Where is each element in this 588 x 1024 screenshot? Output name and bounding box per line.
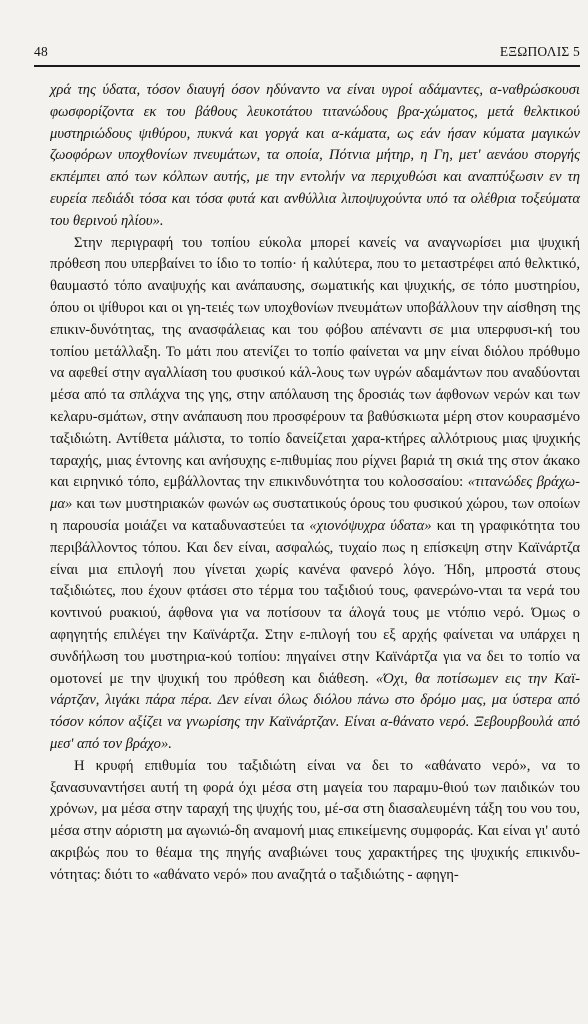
text-segment: «χιονόψυχρα ύδατα» <box>309 517 432 534</box>
paragraph-quote-continuation <box>50 80 580 233</box>
running-title: ΕΞΩΠΟΛΙΣ 5 <box>499 44 580 59</box>
running-header <box>34 38 580 60</box>
page <box>34 38 581 883</box>
text-segment: «τιτανώδες βράχω-μα» <box>50 474 580 513</box>
text-segment: χρά της ύδατα, τόσον διαυγή όσον ηδύναντο να είναι υγροί αδάμαντες, α-ναθρώσκουσι φωσφορίζοντα εκ του βάθους λευκοτάτου τιτανώδους βρα-χώματος, μετά θελκτικού μυστηριώδους ψιθύρου, πυκνά και γοργά και α-κάματα, ως εάν ήσαν κύματα μαγικών ζωοφόρων υποχθονίων πνευμάτων, τα οποία, Πότνια μήτηρ, η Γη, μετ' αενάου στοργής εκπέμπει από των κόλπων αυτής, με την εντολήν να περιχυθώσι και αναπτύξωσιν εν τη ευρεία πεδιάδι τόσα και τόσα φυτά και ανθύλλια λιποψυχούντα υπό τα ολέθρια τοξεύματα του θερινού ηλίου». <box>50 82 580 229</box>
text-segment: «Όχι, θα ποτίσωμεν εις την Καϊ-νάρτζαν, λιγάκι πάρα πέρα. Δεν είναι όλως διόλου πάνω στο δρόμο μας, μα ύστερα από τόσον κόπον αξίζει να γνωρίσης την Καϊνάρτζαν. Είναι α-θάνατο νερό. Ξεβουρβουλά από μεσ' από τον βράχο». <box>50 670 580 752</box>
text-segment: Στην περιγραφή του τοπίου εύκολα μπορεί κανείς να αναγνωρίσει μια ψυχική πρόθεση που υπερβαίνει το ίδιο το τοπίο· ή καλύτερα, που το μεταστρέφει από θελκτικό, θαυμαστό τόπο αναψυχής και ανάπαυσης, σωματικής και ψυχικής, σε τόπο μυστηρίου, όπου οι ψίθυροι και οι γη-τειές των υποχθονίων πνευμάτων υποβάλλουν την αίσθηση της επικιν-δυνότητας, της ανασφάλειας και του φόβου απέναντι σε μια υπερφυσι-κή του τοπίου μετάλλαξη. Το μάτι που ατενίζει το τοπίο φαίνεται να μην είναι διόλου πρόθυμο να αφεθεί στην αγαλλίαση του φυσικού κάλ-λους των υγρών αδαμάντων που αναδύονται μέσα από τα σπλάχνα της γης, στην απόλαυση της δροσιάς των άφθονων νερών και των κελαρυ-σμάτων, στην ανάπαυση που προσφέρουν τα βαθύσκιωτα μέρη στον κουρασμένο ταξιδιώτη. Αντίθετα μάλιστα, το τοπίο δανείζεται χαρα-κτήρες αλλότριους μιας ψυχικής ταραχής, μιας έντονης και ανήσυχης ε-πιθυμίας που ρίχνει βαριά τη σκιά της στον άκακο και ειρηνικό τόπο, εμβάλλοντας την επικινδυνότητα του κολοσσαίου: <box>50 234 580 491</box>
paragraph-landscape-analysis <box>50 233 580 756</box>
page-number: 48 <box>34 44 48 59</box>
text-segment: και των μυστηριακών φωνών ως συστατικούς όρους του φυσικού χώρου, των οποίων η παρουσία μοιάζει να καταδυναστεύει τα <box>50 496 580 534</box>
header-rule <box>34 65 580 67</box>
text-segment: και τη γραφικότητα του περιβάλλοντος τόπου. Και δεν είναι, ασφαλώς, τυχαίο πως η επίσκεψη στην Καϊνάρτζα είναι μια επιλογή που γίνεται χωρίς κανένα φανερό λόγο. Ήδη, μπροστά στους ταξιδιώτες, που έχουν φτάσει στο τέρμα του ταξιδιού τους, φανερώνο-νται τα νερά του κοντινού ρυακιού, άφθονα για να ποτίσουν τα άλογά τους με ντόπιο νερό. Όμως ο αφηγητής επιλέγει την Καϊνάρτζα. Στην ε-πιλογή του εξ αρχής φαίνεται να υπάρχει η συνδήλωση του μυστηρια-κού τοπίου: πηγαίνει στην Καϊνάρτζα για να δει το τοπίο να ομοτονεί με την ψυχική του πρόθεση και διάθεση. <box>50 517 581 687</box>
text-segment: Η κρυφή επιθυμία του ταξιδιώτη είναι να δει το «αθάνατο νερό», να το ξανασυναντήσει αυτή τη φορά όχι μέσα στη μαγεία του παραμυ-θιού των παιδικών του χρόνων, μα μέσα στην ταραχή της ψυχής του, μέ-σα στη διασαλευμένη τάξη του νου του, μέσα στην αόριστη μα αγωνιώ-δη αναμονή μιας επικείμενης συμφοράς. Και είναι γι' αυτό ακριβώς που το θέαμα της πηγής αναβιώνει τους χαρακτήρες της ψυχικής επικινδυ-νότητας: διότι το «αθάνατο νερό» που αναζητά ο ταξιδιώτης - αφηγη- <box>50 757 580 883</box>
paragraph-hidden-desire <box>50 756 580 887</box>
body-text <box>50 80 580 886</box>
